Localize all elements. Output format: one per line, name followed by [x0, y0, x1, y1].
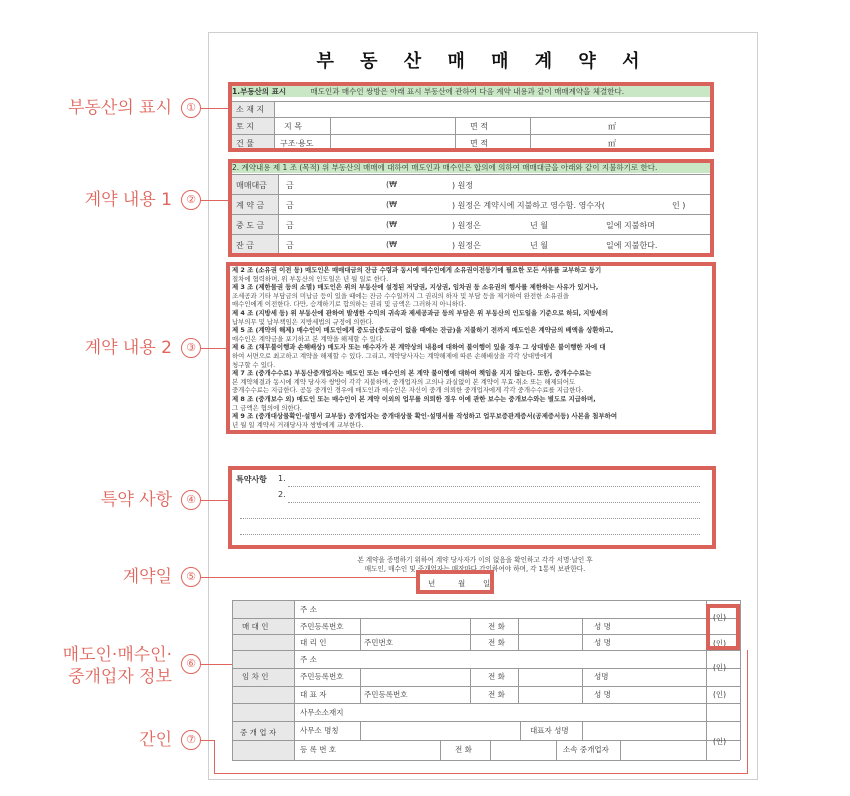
contract-row-cell: ) 원정은 계약시에 지불하고 영수함. 영수자( — [452, 201, 605, 210]
rule — [518, 668, 519, 703]
broker-label: 중 개 업 자 — [240, 728, 277, 737]
contract-row-cell: 금 — [286, 221, 294, 230]
contract-row-cell: 금 — [286, 181, 294, 190]
rrn-label: 주민등록번호 — [300, 672, 344, 681]
annotation-number: ⑥ — [181, 654, 201, 674]
rule — [582, 721, 583, 740]
contract-row-cell: (₩ — [386, 220, 398, 229]
reg-no-label: 등 록 번 호 — [300, 745, 337, 754]
area-unit: ㎡ — [608, 122, 616, 131]
highlight-box-special — [228, 466, 716, 549]
rep-rrn-label: 주민등록번호 — [364, 690, 408, 699]
annotation-text: 계약 내용 2 — [84, 338, 172, 358]
contract-row-cell: (₩ — [386, 180, 398, 189]
clause-line: 그 금액은 협의에 의한다. — [232, 403, 302, 412]
clause-line: 중개수수료는 지급한다. 공동 중개인 경우에 매도인과 매수인은 자신이 중개 의뢰한 중개업자에게 각각 중개수수료를 지급한다. — [232, 386, 584, 395]
annotation-leader-line — [201, 740, 215, 741]
rule — [294, 600, 295, 760]
contract-row-cell: 금 — [286, 201, 294, 210]
annotation-number: ④ — [181, 490, 201, 510]
annotation-leader-line — [201, 200, 228, 201]
annotation-label — [0, 189, 172, 211]
contract-row-label: 매매대금 — [236, 181, 267, 190]
clause-line: 조세공과 기타 부담금의 미납금 등이 있을 때에는 잔금 수수일까지 그 권리의 하자 및 부담 등을 제거하여 완전한 소유권을 — [232, 291, 570, 300]
rule — [232, 703, 740, 704]
annotation-number: ⑤ — [181, 567, 201, 587]
annotation-number: ② — [181, 190, 201, 210]
clause-line: 매수인은 계약금을 포기하고 본 계약을 해제할 수 있다. — [232, 334, 385, 343]
rule — [518, 618, 519, 650]
contract-row-cell: ) 원정은 — [452, 221, 481, 230]
annotation-text: 간인 — [139, 730, 172, 750]
clause-line: 하여 서면으로 최고하고 계약을 해제할 수 있다. 그리고, 계약당사자는 계약해제에 따른 손해배상을 각각 상대방에게 — [232, 351, 553, 360]
agent-label: 대 리 인 — [300, 638, 327, 647]
clause-line: 제 6 조 (채무불이행과 손해배상) 매도자 또는 매수자가 본 계약상의 내용에 대하여 불이행이 있을 경우 그 상대방은 불이행한 자에 대 — [232, 343, 606, 352]
structure-label: 구조·용도 — [280, 139, 314, 148]
annotation-label — [0, 729, 172, 751]
rule — [360, 721, 361, 740]
document-title: 부 동 산 매 매 계 약 서 — [316, 51, 650, 72]
address-label: 주 소 — [300, 605, 317, 614]
rrn-label: 주민등록번호 — [300, 622, 344, 631]
rule — [520, 721, 521, 740]
annotation-label — [0, 566, 172, 588]
clause-line: 제 3 조 (제한물권 등의 소멸) 매도인은 위의 부동산에 설정된 저당권, 지상권, 임차권 등 소유권의 행사를 제한하는 사유가 있거나, — [232, 283, 599, 292]
rule — [360, 668, 361, 703]
seal-mark: (인) — [713, 663, 727, 672]
rule — [490, 740, 491, 760]
area2-label: 면 적 — [470, 139, 488, 148]
contract-row-label: 중 도 금 — [236, 221, 265, 230]
seal-mark: (인) — [713, 737, 727, 746]
address-label: 주 소 — [300, 655, 317, 664]
clause-line: 년 월 일 계약서 거래당사자 쌍방에게 교부한다. — [232, 420, 364, 429]
phone-label: 전 화 — [455, 745, 472, 754]
rule — [360, 618, 361, 650]
phone-label: 전 화 — [488, 672, 505, 681]
highlight-box-contract — [228, 159, 714, 257]
annotation-label — [0, 644, 172, 688]
contract-row-cell: (₩ — [386, 200, 398, 209]
clause-line: 납부의무 및 납부책임은 지방세법의 규정에 의한다. — [232, 317, 374, 326]
buyer-label: 임 차 인 — [242, 672, 269, 681]
rule — [232, 760, 740, 761]
annotation-label — [0, 97, 172, 119]
annotation-number: ⑦ — [181, 730, 201, 750]
clause-line: 절차에 협력하며, 위 부동산의 인도일은 년 월 일로 한다. — [232, 274, 389, 283]
name-label: 성 명 — [594, 638, 611, 647]
contract-row-cell: (₩ — [386, 240, 398, 249]
clause-line: 청구할 수 있다. — [232, 360, 276, 369]
rule — [440, 740, 441, 760]
area-label: 면 적 — [470, 122, 488, 131]
date-month: 월 — [458, 579, 466, 588]
annotation-leader-line — [201, 577, 416, 578]
clause-line: 매수인에게 이전한다. 다만, 승계하기로 합의하는 권리 및 금액은 그러하지 아니하다. — [232, 300, 467, 309]
contract-row-label: 계 약 금 — [236, 201, 265, 210]
contract-row-cell: 일에 지불하며 — [606, 221, 655, 230]
highlight-box-date — [416, 570, 494, 594]
rule — [232, 600, 740, 601]
seal-mark: (인) — [713, 639, 727, 648]
location-label: 소 재 지 — [236, 105, 265, 114]
office-name-label: 사무소 명칭 — [300, 726, 339, 735]
phone-label: 전 화 — [488, 622, 505, 631]
rule — [582, 668, 583, 703]
annotation-leader-line — [201, 348, 226, 349]
highlight-box-clauses — [226, 262, 716, 434]
contract-row-cell: 금 — [286, 241, 294, 250]
annotation-label — [0, 337, 172, 359]
annotation-text: 부동산의 표시 — [68, 98, 172, 118]
rule — [232, 668, 740, 669]
contract-row-cell: ) 원정은 — [452, 241, 481, 250]
clause-line: 제 8 조 (중개보수 외) 매도인 또는 매수인이 본 계약 이외의 업무를 의뢰한 경우 이에 관한 보수는 중개보수와는 별도로 지급하며, — [232, 394, 596, 403]
building-label: 건 물 — [236, 139, 254, 148]
office-address-label: 사무소소재지 — [300, 708, 344, 717]
land-label: 토 지 — [236, 122, 254, 131]
rule — [232, 634, 740, 635]
clause-line: 본 계약체결과 동시에 계약 당사자 쌍방이 각각 지불하며, 중개업자의 고의나 과실없이 본 계약이 무효·취소 또는 해제되어도 — [232, 377, 576, 386]
annotation-leader-line — [201, 108, 228, 109]
jimok-label: 지 목 — [284, 122, 302, 131]
property-intro: 매도인과 매수인 쌍방은 아래 표시 부동산에 관하여 다음 계약 내용과 같이 매매계약을 체결한다. — [310, 87, 625, 96]
special-label: 특약사항 — [236, 475, 267, 484]
contract-row-label: 잔 금 — [236, 241, 254, 250]
clause-line: 제 7 조 (중개수수료) 부동산중개업자는 매도인 또는 매수인의 본 계약 불이행에 대하여 책임을 지지 않는다. 또한, 중개수수료는 — [232, 369, 592, 378]
name-label: 성 명 — [594, 690, 611, 699]
rule — [232, 686, 740, 687]
name-label: 성명 — [594, 672, 609, 681]
rule — [582, 618, 583, 650]
rule — [232, 600, 233, 760]
name-label: 성 명 — [594, 622, 611, 631]
rule — [556, 740, 557, 760]
seal-mark: (인) — [713, 613, 727, 622]
phone-label: 전 화 — [488, 638, 505, 647]
seller-label: 매 대 인 — [242, 622, 269, 631]
affiliated-label: 소속 중개업자 — [563, 745, 609, 754]
annotation-number: ① — [181, 98, 201, 118]
rule — [232, 740, 740, 741]
clause-line: 제 2 조 (소유권 이전 등) 매도인은 매매대금의 잔금 수령과 동시에 매수인에게 소유권이전등기에 필요한 모든 서류를 교부하고 등기 — [232, 266, 602, 274]
special-item-1: 1. — [278, 474, 286, 483]
annotation-number: ③ — [181, 338, 201, 358]
rule — [232, 618, 740, 619]
annotation-text: 계약 내용 1 — [84, 190, 172, 210]
phone-label: 전 화 — [488, 690, 505, 699]
annotation-text: 특약 사항 — [100, 490, 172, 510]
contract-row-cell: 년 월 — [530, 221, 548, 230]
annotation-leader-line — [201, 500, 228, 501]
rule — [232, 721, 740, 722]
annotation-leader-line — [201, 664, 232, 665]
agent-rrn-label: 주민번호 — [364, 638, 393, 647]
special-item-2: 2. — [278, 490, 286, 499]
annotation-text: 매도인·매수인· — [62, 645, 172, 665]
rule — [740, 600, 741, 760]
highlight-box-seal — [706, 604, 740, 650]
closing-line-1: 본 계약을 증명하기 위하여 계약 당사자가 이의 없음을 확인하고 각각 서명·날인 후 — [357, 556, 593, 564]
annotation-leader-line — [214, 773, 748, 774]
contract-row-cell: 일에 지불한다. — [606, 241, 658, 250]
contract-row-cell: ) 원정 — [452, 181, 474, 190]
annotation-text: 중개업자 정보 — [68, 667, 172, 687]
clause-line: 제 4 조 (지방세 등) 위 부동산에 관하여 발생한 수익의 귀속과 제세공과금 등의 부담은 위 부동산의 인도일을 기준으로 하되, 지방세의 — [232, 308, 608, 317]
contract-row-cell: 인 ) — [672, 201, 686, 210]
rep-name-label: 대표자 성명 — [530, 726, 569, 735]
contract-header: 2. 계약내용 제 1 조 (목적) 위 부동산의 매매에 대하여 매도인과 매수인은 합의에 의하여 매매대금을 아래와 같이 지불하기로 한다. — [232, 162, 710, 173]
annotation-leader-line — [214, 740, 215, 774]
rep-label: 대 표 자 — [300, 690, 327, 699]
date-day: 일 — [483, 579, 491, 588]
rule — [620, 740, 621, 760]
closing-line-2: 매도인, 매수인 및 중개업자는 매장마다 간인하여야 하며, 각 1통씩 보관한다. — [364, 565, 586, 573]
rule — [470, 618, 471, 650]
area2-unit: ㎡ — [608, 139, 616, 148]
annotation-leader-line — [747, 650, 748, 774]
clause-line: 제 9 조 (중개대상물확인·설명서 교부등) 중개업자는 중개대상물 확인·설명서를 작성하고 업무보증관계증서(공제증서등) 사본을 첨부하여 — [232, 412, 617, 421]
date-year: 년 — [428, 579, 436, 588]
seal-mark: (인) — [713, 690, 727, 699]
property-header-label: 1.부동산의 표시 — [232, 87, 287, 96]
annotation-label — [0, 489, 172, 511]
contract-row-cell: 년 월 — [530, 241, 548, 250]
highlight-box-property — [228, 82, 714, 152]
rule — [470, 668, 471, 703]
annotation-text: 계약일 — [122, 567, 172, 587]
clause-line: 제 5 조 (계약의 해제) 매수인이 매도인에게 중도금(중도금이 없을 때에는 잔금)을 지불하기 전까지 매도인은 계약금의 배액을 상환하고, — [232, 326, 614, 335]
rule — [232, 650, 740, 651]
